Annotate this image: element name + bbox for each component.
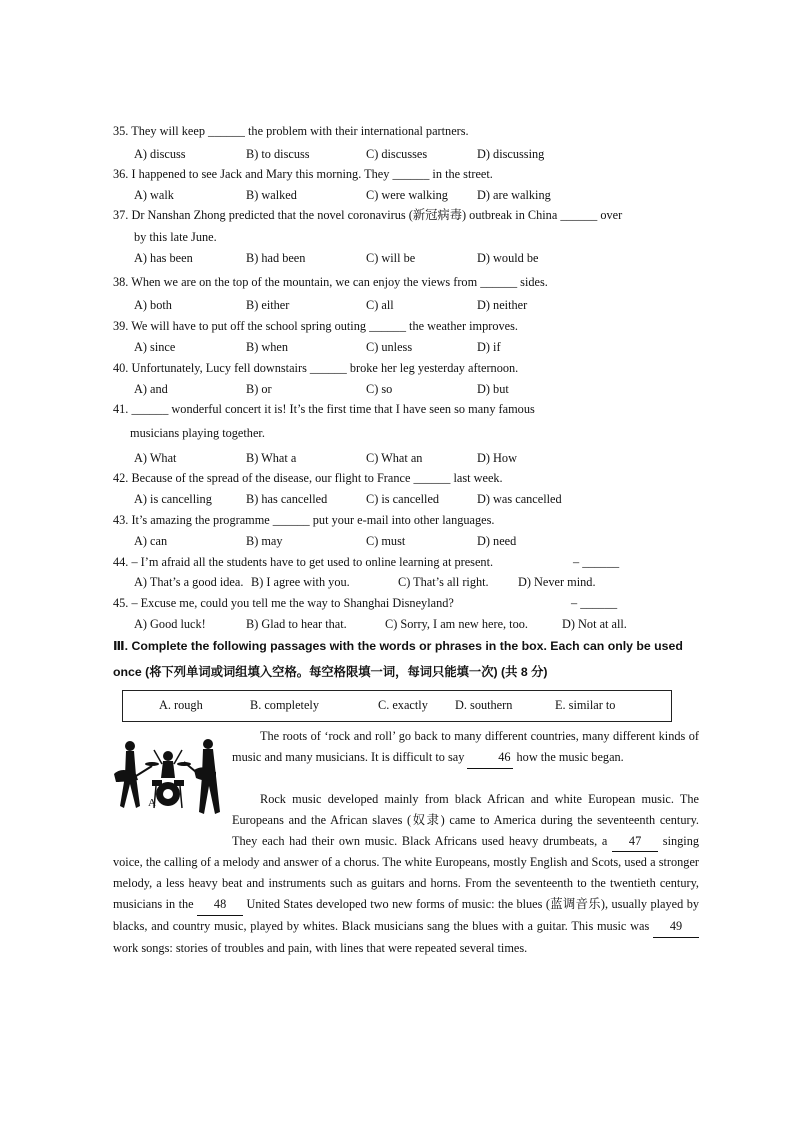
question-40-stem: 40. Unfortunately, Lucy fell downstairs ______ broke her leg yesterday afternoon. [113, 361, 519, 375]
q44-reply-blank: – ______ [573, 555, 620, 569]
q45-option-c: C) Sorry, I am new here, too. [385, 617, 528, 631]
q45-option-a: A) Good luck! [134, 617, 206, 631]
question-41-stem: 41. ______ wonderful concert it is! It’s the first time that I have seen so many famous [113, 402, 535, 416]
paragraph-2-text-d: work songs: stories of troubles and pain, with lines that were repeated several times. [113, 940, 528, 955]
q43-option-c: C) must [366, 534, 406, 548]
q45-option-d: D) Not at all. [562, 617, 627, 631]
q38-option-c: C) all [366, 298, 394, 312]
word-option-c: C. exactly [378, 698, 428, 712]
q44-option-c: C) That’s all right. [398, 575, 489, 589]
q40-option-d: D) but [477, 382, 509, 396]
q35-option-b: B) to discuss [246, 147, 310, 161]
blank-48[interactable]: 48 [197, 894, 243, 916]
q35-option-c: C) discusses [366, 147, 428, 161]
question-42-stem: 42. Because of the spread of the disease, our flight to France ______ last week. [113, 471, 503, 485]
question-35-stem: 35. They will keep ______ the problem with their international partners. [113, 124, 469, 138]
illustration-wrap-spacer [113, 789, 232, 851]
q44-option-d: D) Never mind. [518, 575, 596, 589]
passage-paragraph-1 [232, 726, 699, 769]
question-37-stem: 37. Dr Nanshan Zhong predicted that the novel coronavirus (新冠病毒) outbreak in China ______ over [113, 208, 623, 222]
word-option-b: B. completely [250, 698, 319, 712]
q36-option-b: B) walked [246, 188, 297, 202]
question-38-stem: 38. When we are on the top of the mountain, we can enjoy the views from ______ sides. [113, 275, 548, 289]
section-3-heading-line2: once (将下列单词或词组填入空格。每空格限填一词，每词只能填一次) (共 8 分) [113, 665, 548, 679]
q39-option-a: A) since [134, 340, 176, 354]
blank-49[interactable]: 49 [653, 916, 699, 938]
word-option-d: D. southern [455, 698, 513, 712]
q39-option-b: B) when [246, 340, 289, 354]
q37-option-c: C) will be [366, 251, 416, 265]
q35-option-a: A) discuss [134, 147, 186, 161]
q41-option-a: A) What [134, 451, 177, 465]
q43-option-d: D) need [477, 534, 517, 548]
blank-46[interactable]: 46 [467, 747, 513, 769]
q43-option-b: B) may [246, 534, 283, 548]
q42-option-a: A) is cancelling [134, 492, 212, 506]
illustration-caption: A [148, 797, 156, 809]
passage-paragraph-2 [113, 789, 699, 958]
q42-option-b: B) has cancelled [246, 492, 328, 506]
q36-option-a: A) walk [134, 188, 174, 202]
q45-option-b: B) Glad to hear that. [246, 617, 347, 631]
question-45-stem: 45. – Excuse me, could you tell me the way to Shanghai Disneyland? [113, 596, 454, 610]
paragraph-2-text-c: United States developed two new forms of music: the blues (蓝调音乐), usually played by blacks, and country music, played by whites. Black musicians sang the blues with a guitar. This music was [113, 896, 699, 933]
q45-reply-blank: – ______ [571, 596, 618, 610]
word-option-a: A. rough [159, 698, 203, 712]
question-41-stem-continued: musicians playing together. [130, 426, 265, 440]
q39-option-d: D) if [477, 340, 501, 354]
q41-option-c: C) What an [366, 451, 423, 465]
question-44-stem: 44. – I’m afraid all the students have to get used to online learning at present. [113, 555, 494, 569]
blank-47[interactable]: 47 [612, 831, 658, 853]
q42-option-d: D) was cancelled [477, 492, 562, 506]
q37-option-d: D) would be [477, 251, 539, 265]
q43-option-a: A) can [134, 534, 168, 548]
section-3-heading: Ⅲ. Complete the following passages with the words or phrases in the box. Each can only be used [113, 639, 683, 653]
paragraph-1-text-b: how the music began. [516, 749, 624, 764]
q37-option-a: A) has been [134, 251, 193, 265]
paragraph-2-text-a: Rock music developed mainly from black African and white European music. The Europeans and the African slaves (奴隶) came to America during the seventeenth century. They each had their own music. Black Africans used heavy drumbeats, a [232, 792, 699, 848]
q41-option-b: B) What a [246, 451, 297, 465]
q38-option-b: B) either [246, 298, 290, 312]
q36-option-c: C) were walking [366, 188, 448, 202]
q44-option-a: A) That’s a good idea. [134, 575, 244, 589]
word-box [122, 690, 672, 722]
word-option-e: E. similar to [555, 698, 616, 712]
q36-option-d: D) are walking [477, 188, 551, 202]
q42-option-c: C) is cancelled [366, 492, 440, 506]
paragraph-2-text-b: singing voice, the calling of a melody and answer of a chorus. The white Europeans, mostly English and Scots, used a stronger melody, a less heavy beat and instruments such as guitars and horns. From the seventeenth to the twentieth century, musicians in the [113, 833, 699, 911]
question-39-stem: 39. We will have to put off the school spring outing ______ the weather improves. [113, 319, 518, 333]
question-43-stem: 43. It’s amazing the programme ______ put your e-mail into other languages. [113, 513, 495, 527]
q38-option-a: A) both [134, 298, 172, 312]
q44-option-b: B) I agree with you. [251, 575, 350, 589]
q38-option-d: D) neither [477, 298, 528, 312]
q37-option-b: B) had been [246, 251, 306, 265]
q40-option-c: C) so [366, 382, 393, 396]
question-37-stem-continued: by this late June. [134, 230, 217, 244]
q39-option-c: C) unless [366, 340, 413, 354]
q35-option-d: D) discussing [477, 147, 545, 161]
question-36-stem: 36. I happened to see Jack and Mary this morning. They ______ in the street. [113, 167, 493, 181]
q41-option-d: D) How [477, 451, 517, 465]
paragraph-1-text-a: The roots of ‘rock and roll’ go back to many different countries, many different kinds of music and many musicians. It is difficult to say [232, 729, 699, 764]
q40-option-a: A) and [134, 382, 168, 396]
q40-option-b: B) or [246, 382, 272, 396]
